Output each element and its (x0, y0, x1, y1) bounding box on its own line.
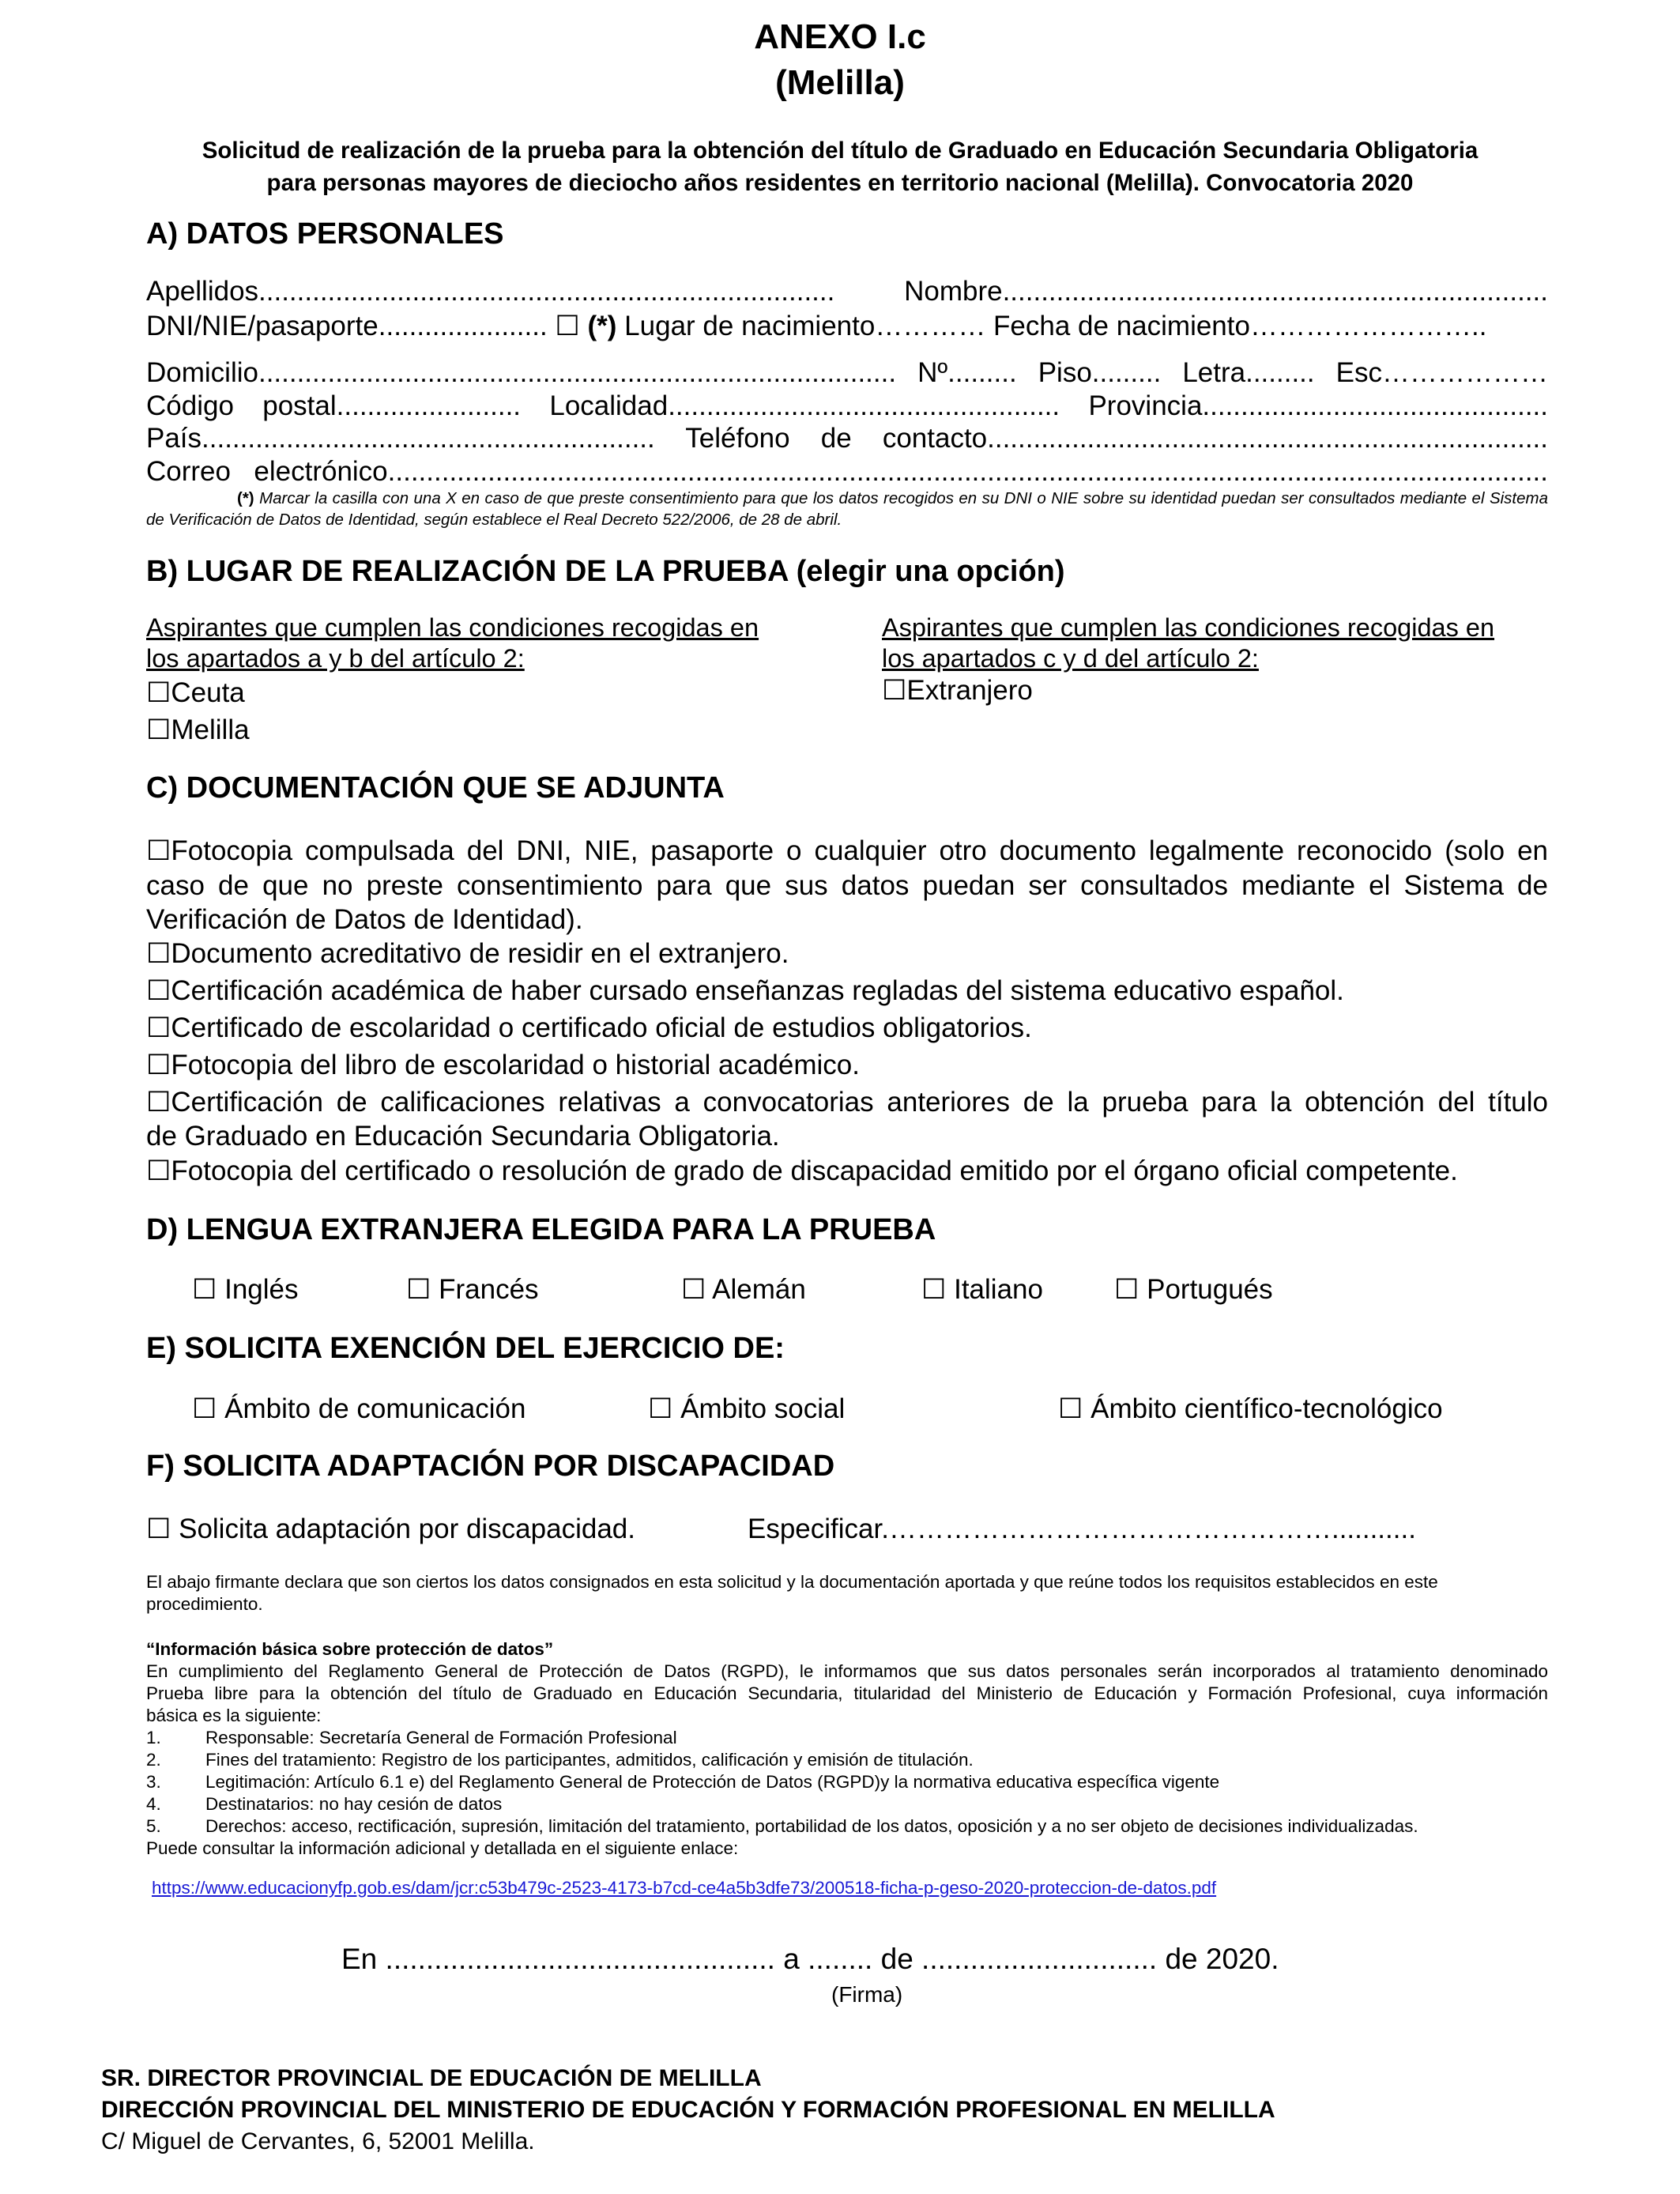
section-c-title: C) DOCUMENTACIÓN QUE SE ADJUNTA (146, 771, 725, 805)
privacy-item-text: Derechos: acceso, rectificación, supresión, limitación del tratamiento, portabilidad de los datos, oposición y a no ser objeto de decisiones individualizadas. (205, 1816, 1418, 1836)
language-german[interactable]: ☐ Alemán (681, 1274, 806, 1305)
doc-item-previous-grades-line-1[interactable]: ☐Certificación de calificaciones relativas a convocatorias anteriores de la prueba para la obtención del título (146, 1087, 1548, 1118)
declaration-line-1: El abajo firmante declara que son ciertos los datos consignados en esta solicitud y la documentación aportada y que reúne todos los requisitos establecidos en este (146, 1572, 1438, 1592)
option-ceuta[interactable]: ☐Ceuta (146, 677, 245, 708)
disability-adaptation-checkbox[interactable]: ☐ Solicita adaptación por discapacidad. (146, 1514, 635, 1544)
apellidos-nombre-field[interactable]: Apellidos........................................................................... Nombre....................................................................... (146, 276, 1548, 307)
option-extranjero[interactable]: ☐Extranjero (882, 675, 1033, 706)
privacy-line-1: En cumplimiento del Reglamento General de Protección de Datos (RGPD), le informamos que sus datos personales serán incorporados al tratamiento denominado (146, 1661, 1548, 1681)
section-e-title: E) SOLICITA EXENCIÓN DEL EJERCICIO DE: (146, 1332, 785, 1365)
consent-note-mark: (*) (237, 489, 254, 507)
doc-item-schooling-certificate[interactable]: ☐Certificado de escolaridad o certificado oficial de estudios obligatorios. (146, 1012, 1032, 1043)
group-cd-heading-line-1: Aspirantes que cumplen las condiciones recogidas en (882, 613, 1495, 642)
recipient-office: DIRECCIÓN PROVINCIAL DEL MINISTERIO DE EDUCACIÓN Y FORMACIÓN PROFESIONAL EN MELILLA (101, 2097, 1275, 2123)
privacy-item-number: 4. (146, 1794, 161, 1814)
language-french[interactable]: ☐ Francés (406, 1274, 539, 1305)
annex-title: ANEXO I.c (754, 17, 926, 56)
privacy-line-2: Prueba libre para la obtención del título de Graduado en Educación Secundaria, titularidad del Ministerio de Educación y Formación Profesional, cuya información (146, 1683, 1548, 1703)
consent-note (146, 488, 1548, 530)
consent-asterisk: (*) (579, 311, 617, 341)
privacy-link[interactable]: https://www.educacionyfp.gob.es/dam/jcr:c53b479c-2523-4173-b7cd-ce4a5b3dfe73/200518-ficha-p-geso-2020-proteccion-de-datos.pdf (152, 1878, 1217, 1898)
privacy-heading: “Información básica sobre protección de datos” (146, 1639, 554, 1659)
form-description-line-1: Solicitud de realización de la prueba para la obtención del título de Graduado en Educación Secundaria Obligatoria (202, 138, 1478, 164)
section-d-title: D) LENGUA EXTRANJERA ELEGIDA PARA LA PRUEBA (146, 1213, 936, 1246)
section-a-title: A) DATOS PERSONALES (146, 217, 504, 251)
privacy-item (146, 1749, 1548, 1771)
declaration-text (146, 1571, 1548, 1615)
privacy-paragraph (146, 1661, 1548, 1860)
doc-item-dni-line-1[interactable]: ☐Fotocopia compulsada del DNI, NIE, pasaporte o cualquier otro documento legalmente reconocido (solo en (146, 835, 1548, 866)
privacy-item (146, 1793, 1548, 1815)
privacy-line-3: básica es la siguiente: (146, 1706, 322, 1725)
group-ab-heading-line-2: los apartados a y b del artículo 2: (146, 644, 525, 673)
privacy-item (146, 1771, 1548, 1793)
privacy-item-number: 1. (146, 1728, 161, 1747)
privacy-item-text: Fines del tratamiento: Registro de los participantes, admitidos, calificación y emisión de titulación. (205, 1750, 974, 1770)
section-f-title: F) SOLICITA ADAPTACIÓN POR DISCAPACIDAD (146, 1449, 835, 1483)
doc-item-disability[interactable]: ☐Fotocopia del certificado o resolución de grado de discapacidad emitido por el órgano oficial competente. (146, 1155, 1458, 1186)
declaration-line-2: procedimiento. (146, 1594, 263, 1614)
language-portuguese[interactable]: ☐ Portugués (1114, 1274, 1273, 1305)
group-cd-heading-line-2: los apartados c y d del artículo 2: (882, 644, 1259, 673)
language-english[interactable]: ☐ Inglés (192, 1274, 299, 1305)
place-date-line[interactable]: En ................................................ a ........ de ............................. de 2020. (341, 1943, 1279, 1975)
signature-label: (Firma) (831, 1982, 903, 2007)
birth-place-date-field[interactable]: Lugar de nacimiento………… Fecha de nacimiento…………………….. (616, 311, 1487, 341)
consent-checkbox[interactable]: ☐ (555, 311, 580, 341)
privacy-item-text: Responsable: Secretaría General de Formación Profesional (205, 1728, 677, 1747)
privacy-item-text: Legitimación: Artículo 6.1 e) del Reglamento General de Protección de Datos (RGPD)y la normativa educativa específica vigente (205, 1772, 1220, 1792)
group-ab-heading-line-1: Aspirantes que cumplen las condiciones recogidas en (146, 613, 759, 642)
dni-field[interactable]: DNI/NIE/pasaporte...................... (146, 311, 556, 341)
language-italian[interactable]: ☐ Italiano (921, 1274, 1043, 1305)
doc-item-dni-line-2: caso de que no preste consentimiento para que sus datos puedan ser consultados mediante el Sistema de (146, 870, 1548, 901)
doc-item-school-book[interactable]: ☐Fotocopia del libro de escolaridad o historial académico. (146, 1050, 860, 1080)
privacy-item (146, 1815, 1548, 1838)
privacy-item-number: 3. (146, 1772, 161, 1792)
dni-field-row (146, 311, 1486, 342)
doc-item-residence[interactable]: ☐Documento acreditativo de residir en el extranjero. (146, 938, 789, 969)
exemption-scientific-technological[interactable]: ☐ Ámbito científico-tecnológico (1058, 1393, 1443, 1424)
option-melilla[interactable]: ☐Melilla (146, 714, 250, 745)
privacy-item (146, 1727, 1548, 1749)
domicilio-field[interactable]: Domicilio................................................................................... Nº......... Piso......... Letra......... Esc……………… (146, 357, 1548, 388)
consent-note-text: Marcar la casilla con una X en caso de que preste consentimiento para que los datos recogidos en su DNI o NIE sobre su identidad puedan ser consultados mediante el Sistema de Verificación de Datos de Identidad, según establece el Real Decreto 522/2006, de 28 de abril. (146, 489, 1548, 529)
email-field[interactable]: Correo electrónico....................................................................................................................................................... (146, 456, 1548, 487)
exemption-communication[interactable]: ☐ Ámbito de comunicación (192, 1393, 526, 1424)
privacy-item-number: 2. (146, 1750, 161, 1770)
privacy-item-number: 5. (146, 1816, 161, 1836)
form-description-line-2: para personas mayores de dieciocho años residentes en territorio nacional (Melilla). Convocatoria 2020 (266, 170, 1414, 196)
country-phone-field[interactable]: País........................................................... Teléfono de contacto......................................................................... (146, 423, 1548, 454)
doc-item-previous-grades-line-2: de Graduado en Educación Secundaria Obligatoria. (146, 1121, 780, 1152)
privacy-more-info: Puede consultar la información adicional y detallada en el siguiente enlace: (146, 1838, 739, 1858)
annex-region: (Melilla) (775, 63, 905, 102)
doc-item-academic-certification[interactable]: ☐Certificación académica de haber cursado enseñanzas regladas del sistema educativo español. (146, 975, 1344, 1006)
recipient-title: SR. DIRECTOR PROVINCIAL DE EDUCACIÓN DE MELILLA (101, 2065, 762, 2091)
exemption-social[interactable]: ☐ Ámbito social (648, 1393, 846, 1424)
section-b-title: B) LUGAR DE REALIZACIÓN DE LA PRUEBA (elegir una opción) (146, 555, 1065, 588)
postal-locality-province-field[interactable]: Código postal........................ Localidad................................................... Provincia............................................. (146, 390, 1548, 421)
privacy-item-text: Destinatarios: no hay cesión de datos (205, 1794, 503, 1814)
disability-specify-field[interactable]: Especificar.…………………………………………........... (748, 1514, 1416, 1544)
doc-item-dni-line-3: Verificación de Datos de Identidad). (146, 904, 583, 935)
recipient-address: C/ Miguel de Cervantes, 6, 52001 Melilla. (101, 2128, 535, 2154)
